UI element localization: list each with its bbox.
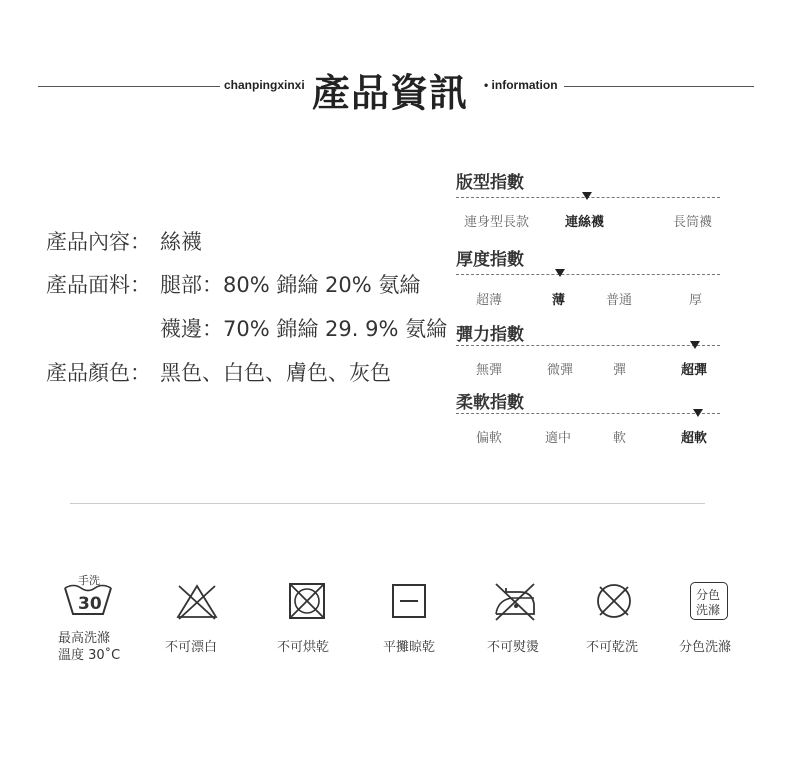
index-option: 超薄: [476, 293, 503, 308]
no-dry-clean-label: 不可乾洗: [586, 640, 639, 655]
separate-wash-icon-text-2: 洗滌: [696, 603, 721, 617]
no-tumble-dry-icon: [287, 581, 327, 621]
index-option-selected: 超彈: [681, 363, 708, 378]
fabric-label: 產品面料：: [46, 273, 151, 297]
index-option: 無彈: [476, 363, 503, 378]
index-option: 連身型長款: [464, 215, 530, 230]
no-iron-icon: [492, 580, 538, 622]
no-bleach-icon: [175, 583, 219, 621]
content-label: 產品內容：: [46, 230, 151, 254]
header-pinyin: chanpingxinxi: [224, 78, 305, 92]
fabric-line-2: 襪邊：70% 錦綸 29. 9% 氨綸: [160, 317, 448, 341]
index-scale-softness: [456, 413, 720, 414]
index-option: 微彈: [547, 363, 574, 378]
color-value: 黑色、白色、膚色、灰色: [160, 361, 391, 385]
separate-wash-icon-text-1: 分色: [696, 588, 721, 602]
index-marker-fit: [582, 192, 592, 200]
page-title: 產品資訊: [312, 71, 469, 115]
index-option-selected: 超軟: [681, 431, 708, 446]
index-option: 偏軟: [476, 431, 503, 446]
color-label: 產品顏色：: [46, 361, 151, 385]
content-value: 絲襪: [160, 230, 202, 254]
flat-dry-icon: [390, 582, 428, 620]
header-line-left: [38, 86, 220, 87]
index-option: 適中: [545, 431, 572, 446]
index-option-selected: 連絲襪: [565, 215, 605, 230]
index-title-thickness: 厚度指數: [456, 250, 524, 270]
index-scale-thickness: [456, 274, 720, 275]
no-dry-clean-icon: [594, 581, 634, 621]
index-option: 厚: [689, 293, 703, 308]
index-marker-elasticity: [690, 341, 700, 349]
no-iron-label: 不可熨燙: [487, 640, 540, 655]
header-subtitle: • information: [484, 78, 558, 92]
index-option: 長筒襪: [673, 215, 713, 230]
index-option: 軟: [613, 431, 627, 446]
separate-wash-label: 分色洗滌: [679, 640, 732, 655]
fabric-line-1: 腿部：80% 錦綸 20% 氨綸: [160, 273, 421, 297]
index-option: 彈: [613, 363, 627, 378]
index-title-softness: 柔軟指數: [456, 393, 524, 413]
flat-dry-label: 平攤晾乾: [383, 640, 436, 655]
index-option-selected: 薄: [552, 293, 566, 308]
header-line-right: [564, 86, 754, 87]
hand-wash-top-text: 手洗: [78, 574, 100, 587]
hand-wash-label-1: 最高洗滌: [58, 631, 111, 646]
index-title-fit: 版型指數: [456, 173, 524, 193]
no-tumble-dry-label: 不可烘乾: [277, 640, 330, 655]
index-title-elasticity: 彈力指數: [456, 325, 524, 345]
no-bleach-label: 不可漂白: [165, 640, 218, 655]
index-scale-elasticity: [456, 345, 720, 346]
index-option: 普通: [606, 293, 633, 308]
index-marker-thickness: [555, 269, 565, 277]
index-marker-softness: [693, 409, 703, 417]
hand-wash-temp: 30: [78, 594, 102, 614]
section-divider: [70, 503, 705, 504]
hand-wash-label-2: 溫度 30˚C: [58, 648, 121, 663]
